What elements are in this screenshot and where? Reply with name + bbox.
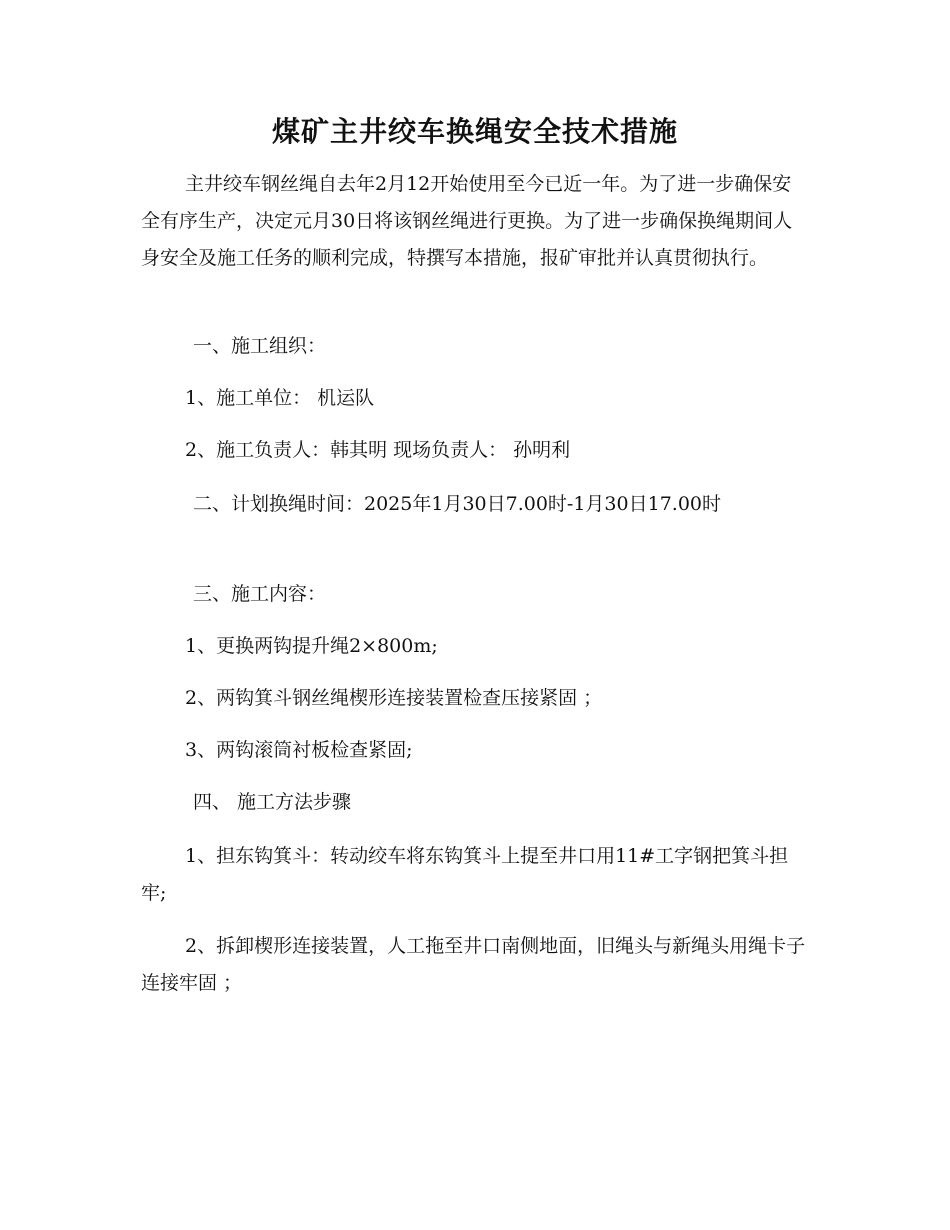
- section-3-item-2: 2、两钩箕斗钢丝绳楔形连接装置检查压接紧固 ；: [185, 687, 603, 709]
- section-1-heading: 一、施工组织：: [193, 335, 327, 357]
- section-2-heading: 二、计划换绳时间：2025年1月30日7.00时-1月30日17.00时: [193, 493, 722, 515]
- section-3-heading: 三、施工内容：: [193, 583, 327, 605]
- section-4-item-1: 1、担东钩箕斗：转动绞车将东钩箕斗上提至井口用11#工字钢把箕斗担牢;: [141, 845, 789, 904]
- intro-paragraph: 主井绞车钢丝绳自去年2月12开始使用至今已近一年。为了进一步确保安全有序生产，决定元月30日将该钢丝绳进行更换。为了进一步确保换绳期间人身安全及施工任务的顺利完成，特撰写本措施，报矿审批并认真贯彻执行。: [141, 173, 793, 269]
- section-4-heading: 四、 施工方法步骤: [193, 791, 352, 813]
- section-1-item-1: 1、施工单位： 机运队: [185, 387, 375, 409]
- section-4-item-2: 2、拆卸楔形连接装置，人工拖至井口南侧地面，旧绳头与新绳头用绳卡子连接牢固 ；: [141, 935, 806, 994]
- section-3-item-1: 1、更换两钩提升绳2×800m;: [185, 635, 438, 657]
- section-3-item-3: 3、两钩滚筒衬板检查紧固;: [185, 739, 413, 761]
- document-title: 煤矿主井绞车换绳安全技术措施: [271, 115, 678, 148]
- section-1-item-2: 2、施工负责人：韩其明 现场负责人： 孙明利: [185, 439, 571, 461]
